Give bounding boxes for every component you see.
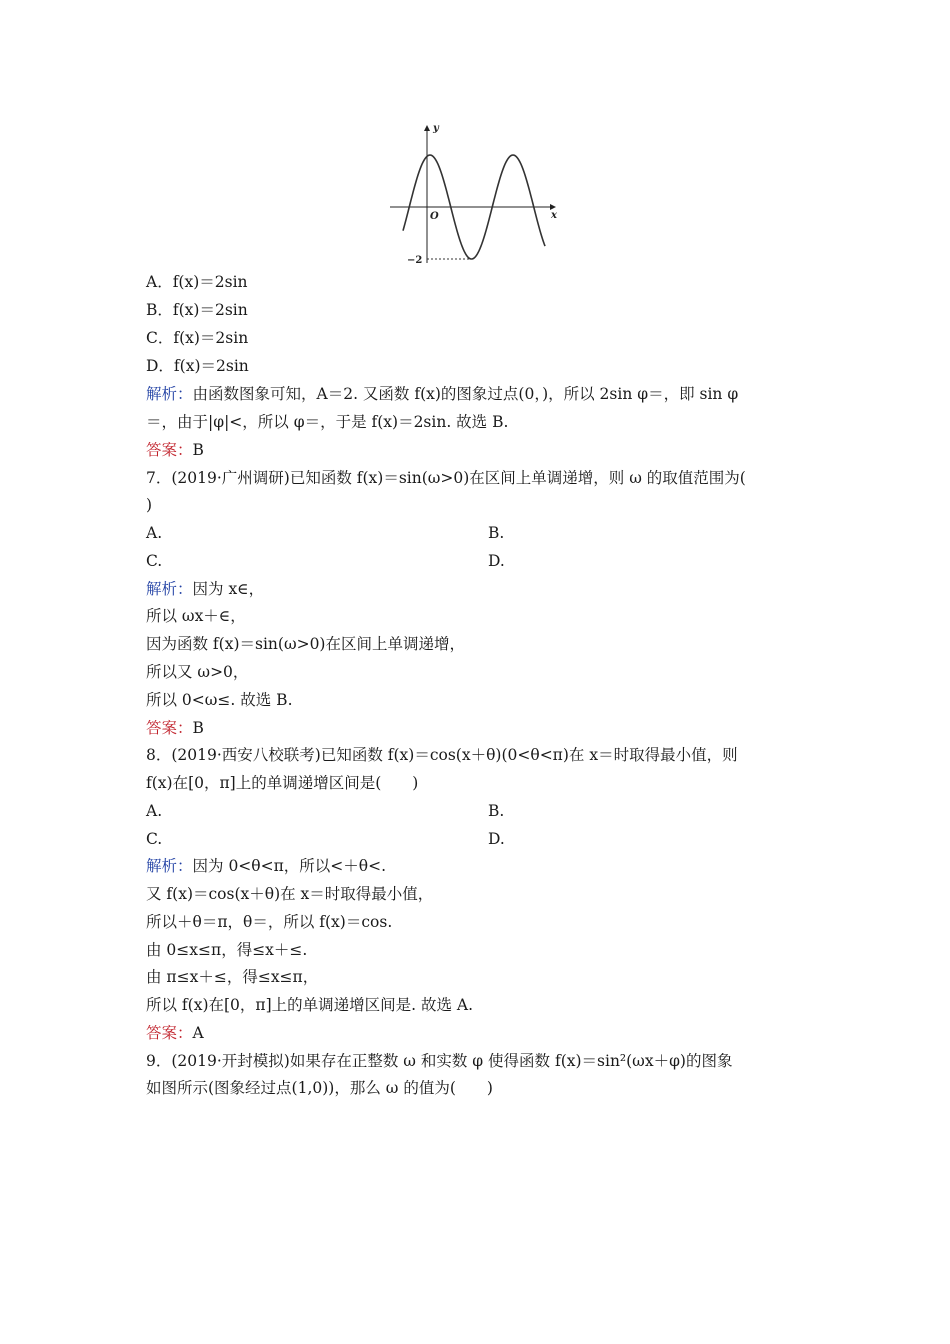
q8-analysis-line-4: 由 0≤x≤π，得≤x＋≤.	[146, 941, 308, 959]
q7-analysis-line-1	[146, 579, 264, 599]
q7-option-a: A.	[146, 524, 163, 542]
sine-graph-figure	[385, 118, 565, 268]
q7-option-d: D.	[488, 552, 505, 570]
answer-value: B	[192, 441, 204, 459]
answer-label: 答案：	[146, 1024, 193, 1042]
answer-label: 答案：	[146, 441, 193, 459]
min-value-label: −2	[407, 255, 423, 266]
q6-option-b: B．f(x)＝2sin	[146, 301, 248, 319]
q8-options-row-2	[146, 829, 505, 849]
q7-analysis-line-5: 所以 0<ω≤. 故选 B.	[146, 691, 293, 709]
analysis-label: 解析：	[146, 857, 193, 875]
q8-option-a: A.	[146, 802, 163, 820]
q7-analysis-line-2: 所以 ωx＋∈，	[146, 607, 246, 625]
q7-options-row-2	[146, 551, 505, 571]
x-axis-label: x	[551, 210, 557, 221]
y-axis-label: y	[433, 123, 439, 134]
q6-option-a: A．f(x)＝2sin	[146, 273, 248, 291]
analysis-text: 因为 0<θ<π，所以<＋θ<.	[192, 857, 387, 875]
q8-option-c: C.	[146, 830, 163, 848]
q8-stem-line-2: f(x)在[0，π]上的单调递增区间是( )	[146, 774, 419, 792]
q7-option-b: B.	[488, 524, 505, 542]
q8-analysis-line-2: 又 f(x)＝cos(x＋θ)在 x＝时取得最小值，	[146, 885, 434, 903]
q6-analysis-line-2: ＝，由于|φ|<，所以 φ＝，于是 f(x)＝2sin. 故选 B.	[146, 413, 509, 431]
q8-stem-line-1: 8．(2019·西安八校联考)已知函数 f(x)＝cos(x＋θ)(0<θ<π)在 x＝时取得最小值，则	[146, 746, 738, 764]
q8-analysis-line-5: 由 π≤x＋≤，得≤x≤π，	[146, 968, 319, 986]
analysis-label: 解析：	[146, 580, 193, 598]
q7-answer	[146, 718, 204, 738]
q6-option-d: D．f(x)＝2sin	[146, 357, 249, 375]
q8-option-d: D.	[488, 830, 505, 848]
q8-option-b: B.	[488, 802, 505, 820]
origin-label: O	[430, 211, 439, 222]
q7-stem-line-1: 7．(2019·广州调研)已知函数 f(x)＝sin(ω>0)在区间上单调递增，则 ω 的取值范围为(	[146, 469, 746, 487]
q7-analysis-line-3: 因为函数 f(x)＝sin(ω>0)在区间上单调递增，	[146, 635, 465, 653]
q7-analysis-line-4: 所以又 ω>0，	[146, 663, 249, 681]
answer-value: A	[192, 1024, 204, 1042]
q6-answer	[146, 440, 204, 460]
q9-stem-line-1: 9．(2019·开封模拟)如果存在正整数 ω 和实数 φ 使得函数 f(x)＝sin²(ωx＋φ)的图象	[146, 1052, 733, 1070]
q7-option-c: C.	[146, 552, 163, 570]
q7-stem-line-2: )	[146, 496, 153, 514]
analysis-label: 解析：	[146, 385, 193, 403]
q9-stem-line-2: 如图所示(图象经过点(1,0))，那么 ω 的值为( )	[146, 1079, 493, 1097]
answer-label: 答案：	[146, 719, 193, 737]
analysis-text: 因为 x∈，	[192, 580, 265, 598]
q8-answer	[146, 1023, 204, 1043]
q7-options-row-1	[146, 523, 505, 543]
q8-analysis-line-6: 所以 f(x)在[0，π]上的单调递增区间是. 故选 A.	[146, 996, 474, 1014]
analysis-text: 由函数图象可知，A＝2. 又函数 f(x)的图象过点(0，)，所以 2sin φ＝，即 sin φ	[192, 385, 739, 403]
q8-options-row-1	[146, 801, 505, 821]
q6-option-c: C．f(x)＝2sin	[146, 329, 249, 347]
q8-analysis-line-1	[146, 856, 386, 876]
q6-analysis-line-1	[146, 384, 738, 404]
q8-analysis-line-3: 所以＋θ＝π，θ＝，所以 f(x)＝cos.	[146, 913, 393, 931]
answer-value: B	[192, 719, 204, 737]
